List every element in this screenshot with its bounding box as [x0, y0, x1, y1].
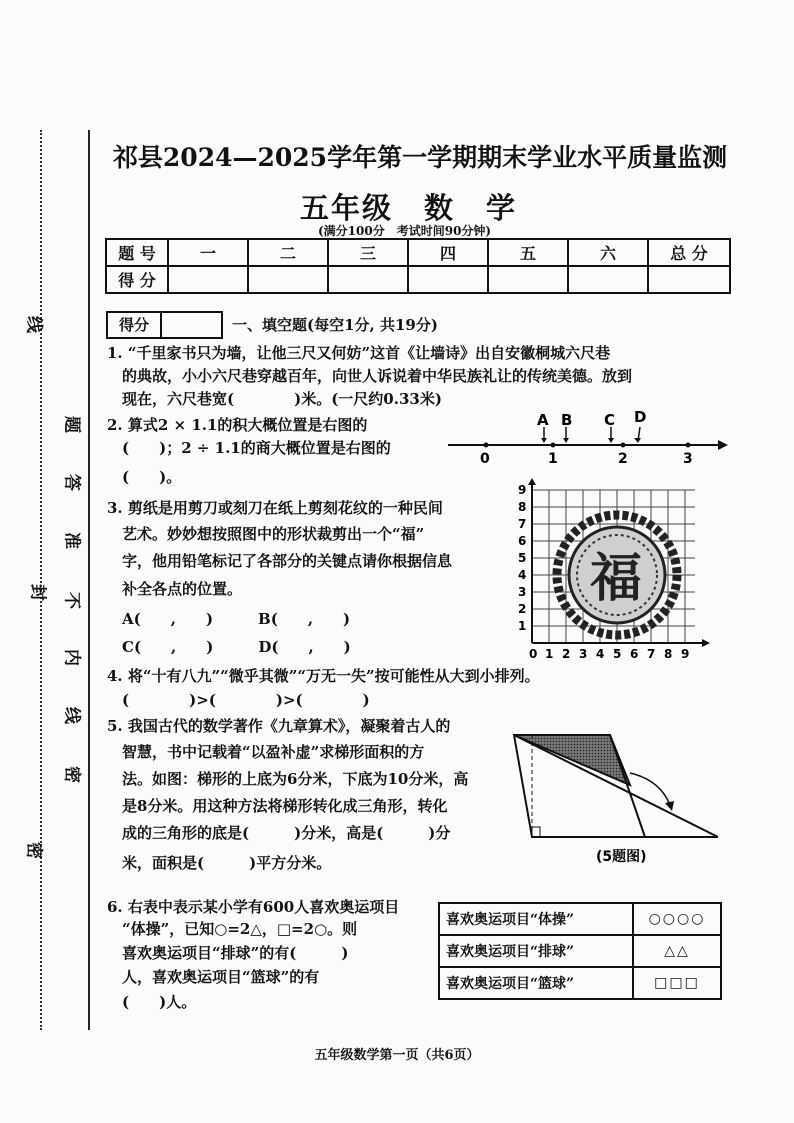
table-cell-label: 喜欢奥运项目“体操”: [439, 903, 633, 935]
score-header-cell: 一: [168, 239, 248, 266]
margin-char: 密: [23, 842, 44, 859]
score-header-cell: 总 分: [648, 239, 730, 266]
figure-caption: (5题图): [596, 849, 647, 865]
table-row: [439, 935, 721, 967]
grid-y-label: 7: [518, 517, 527, 531]
binding-solid-line: [88, 130, 90, 1030]
score-header-cell: 二: [248, 239, 328, 266]
q3-line: 3. 剪纸是用剪刀或刻刀在纸上剪刻花纹的一种民间: [107, 499, 443, 517]
q3-line: 艺术。妙妙想按照图中的形状裁剪出一个“福”: [122, 525, 425, 543]
q5-line: 智慧，书中记载着“以盈补虚”求梯形面积的方: [122, 743, 425, 761]
grid-y-label: 2: [518, 602, 527, 616]
trapezoid-figure: [510, 725, 730, 870]
grid-x-label: 2: [562, 647, 571, 661]
q6-line: 人，喜欢奥运项目“篮球”的有: [122, 968, 320, 986]
score-row-label: 得 分: [106, 266, 168, 293]
q3-answer-line: A( , ) B( , ): [122, 610, 351, 628]
point-label: D: [634, 408, 647, 426]
q6-line: 6. 右表中表示某小学有600人喜欢奥运项目: [107, 898, 400, 916]
q4-line: 4. 将“十有八九”“微乎其微”“万无一失”按可能性从大到小排列。: [107, 667, 540, 685]
section-score-box: [106, 311, 223, 339]
table-cell-symbols: ○○○○: [633, 903, 721, 935]
grid-y-label: 8: [518, 500, 527, 514]
score-header-cell: 五: [488, 239, 568, 266]
fu-character: 福: [590, 548, 643, 609]
q5-line: 米，面积是( )平方分米。: [122, 854, 332, 872]
grid-y-label: 6: [518, 534, 527, 548]
grid-y-label: 3: [518, 585, 527, 599]
q1-line: 1. “千里家书只为墙，让他三尺又何妨”这首《让墙诗》出自安徽桐城六尺巷: [107, 344, 611, 362]
tick-label: 0: [480, 451, 490, 467]
point-label: A: [537, 411, 549, 429]
score-cell[interactable]: [168, 266, 248, 293]
sports-table: [438, 902, 722, 1000]
table-cell-label: 喜欢奥运项目“篮球”: [439, 967, 633, 999]
margin-char: 题: [61, 416, 82, 433]
grid-x-label: 0: [529, 647, 538, 661]
score-header-cell: 四: [408, 239, 488, 266]
score-cell[interactable]: [648, 266, 730, 293]
page-subtitle: 五年级 数 学: [300, 191, 518, 225]
q2-line: 2. 算式2 × 1.1的积大概位置是右图的: [107, 416, 368, 434]
tick-label: 1: [548, 451, 558, 467]
q5-line: 法。如图：梯形的上底为6分米，下底为10分米，高: [122, 770, 469, 788]
tick-label: 3: [683, 451, 693, 467]
margin-char: 密: [61, 766, 82, 783]
score-cell[interactable]: [248, 266, 328, 293]
section-title: 一、填空题(每空1分, 共19分): [232, 316, 438, 334]
q4-answer-line: ( )>( )>( ): [122, 691, 370, 709]
score-header-cell: 题 号: [106, 239, 168, 266]
margin-char: 线: [61, 707, 82, 724]
score-cell[interactable]: [408, 266, 488, 293]
table-cell-symbols: □□□: [633, 967, 721, 999]
table-cell-symbols: △△: [633, 935, 721, 967]
grid-x-label: 9: [681, 647, 690, 661]
q2-line: ( )；2 ÷ 1.1的商大概位置是右图的: [122, 439, 391, 457]
grid-x-label: 3: [579, 647, 588, 661]
margin-char: 封: [27, 584, 48, 601]
binding-dotted-line: [40, 130, 42, 1030]
score-header-cell: 六: [568, 239, 648, 266]
q6-line: ( )人。: [122, 993, 197, 1011]
q5-line: 5. 我国古代的数学著作《九章算术》，凝聚着古人的: [107, 717, 451, 735]
page-footer: 五年级数学第一页（共6页）: [314, 1048, 480, 1063]
margin-char: 线: [23, 316, 44, 333]
page-title: 祁县2024—2025学年第一学期期末学业水平质量监测: [112, 143, 728, 172]
grid-x-label: 6: [630, 647, 639, 661]
margin-char: 内: [61, 649, 82, 666]
q3-answer-line: C( , ) D( , ): [122, 638, 351, 656]
score-cell[interactable]: [488, 266, 568, 293]
table-row: [439, 967, 721, 999]
margin-char: 准: [61, 532, 82, 549]
q3-line: 补全各点的位置。: [122, 580, 243, 598]
table-row: [439, 903, 721, 935]
section-score-label: 得分: [108, 313, 162, 337]
q3-line: 字，他用铅笔标记了各部分的关键点请你根据信息: [122, 552, 453, 570]
q2-line: ( )。: [122, 468, 182, 486]
grid-x-label: 1: [545, 647, 554, 661]
q6-line: “体操”，已知○=2△，□=2○。则: [122, 920, 358, 938]
grid-y-label: 4: [518, 568, 527, 582]
score-header-cell: 三: [328, 239, 408, 266]
table-cell-label: 喜欢奥运项目“排球”: [439, 935, 633, 967]
grid-y-label: 5: [518, 551, 527, 565]
grid-x-label: 8: [664, 647, 673, 661]
paper-cut-grid-figure: [512, 478, 712, 663]
q1-line: 现在，六尺巷宽( )米。(一尺约0.33米): [122, 390, 442, 408]
q1-line: 的典故，小小六尺巷穿越百年，向世人诉说着中华民族礼让的传统美德。放到: [122, 367, 633, 385]
margin-char: 不: [61, 592, 82, 609]
score-cell[interactable]: [568, 266, 648, 293]
grid-x-label: 5: [613, 647, 622, 661]
grid-x-label: 7: [647, 647, 656, 661]
number-line-figure: [448, 405, 728, 470]
margin-char: 答: [61, 474, 82, 491]
score-table: [105, 238, 731, 294]
grid-x-label: 4: [596, 647, 605, 661]
q5-line: 是8分米。用这种方法将梯形转化成三角形，转化: [122, 797, 448, 815]
q5-line: 成的三角形的底是( )分米，高是( )分: [122, 824, 451, 842]
point-label: C: [604, 411, 616, 429]
q6-line: 喜欢奥运项目“排球”的有( ): [122, 944, 349, 962]
point-label: B: [561, 411, 573, 429]
grid-y-label: 9: [518, 483, 527, 497]
tick-label: 2: [618, 451, 628, 467]
exam-note: (满分100分 考试时间90分钟): [318, 224, 492, 238]
score-cell[interactable]: [328, 266, 408, 293]
grid-y-label: 1: [518, 619, 527, 633]
